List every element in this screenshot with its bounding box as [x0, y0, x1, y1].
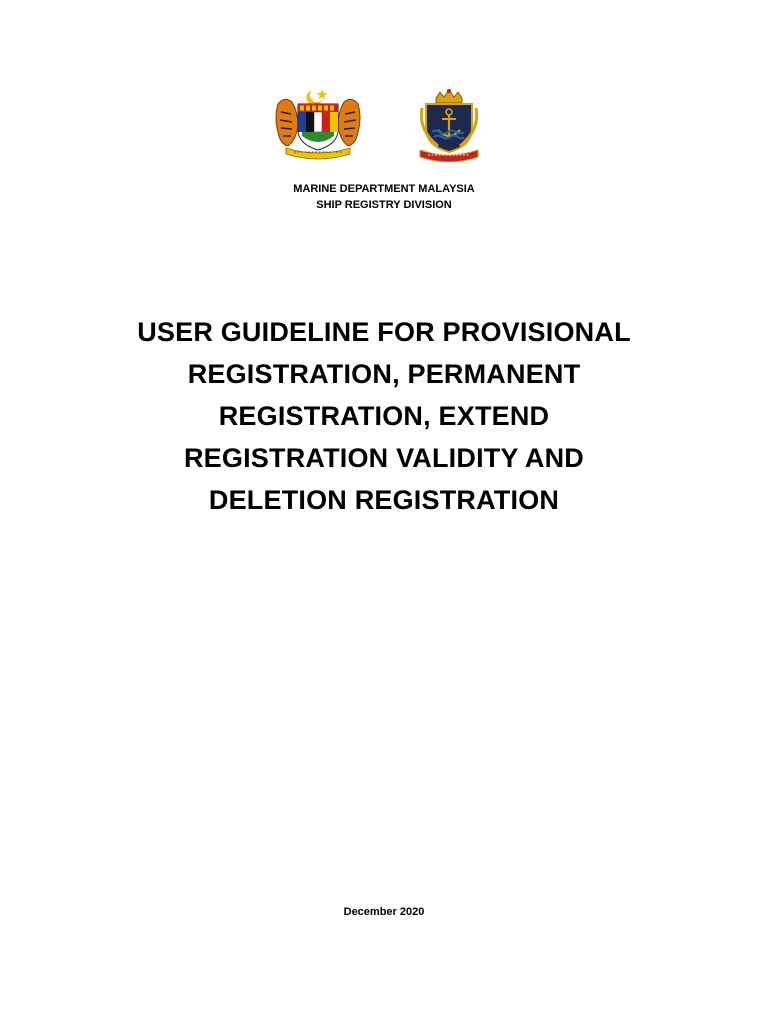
document-title — [94, 311, 674, 521]
agency-name: MARINE DEPARTMENT MALAYSIA — [293, 183, 475, 195]
title-line: REGISTRATION, EXTEND — [218, 401, 550, 431]
title-line: USER GUIDELINE FOR PROVISIONAL — [137, 317, 631, 347]
publication-date: December 2020 — [343, 906, 425, 918]
logo-row — [0, 86, 768, 166]
marine-department-crest-icon — [412, 88, 486, 162]
division-name: SHIP REGISTRY DIVISION — [316, 199, 452, 211]
title-line: REGISTRATION VALIDITY AND — [183, 443, 584, 473]
title-line: REGISTRATION, PERMANENT — [187, 359, 581, 389]
malaysia-coat-of-arms-icon — [272, 86, 364, 160]
agency-block — [0, 181, 768, 213]
title-line: DELETION REGISTRATION — [208, 485, 560, 515]
